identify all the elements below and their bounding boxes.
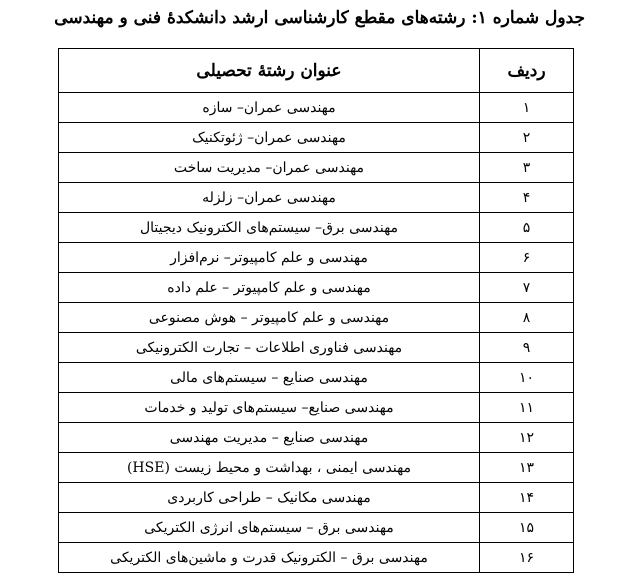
table-row xyxy=(59,183,574,213)
major-title-cell: مهندسی عمران– زلزله xyxy=(59,183,480,213)
table-caption: جدول شماره ۱: رشته‌های مقطع کارشناسی ارشد دانشکدهٔ فنی و مهندسی xyxy=(54,8,585,28)
table-row xyxy=(59,483,574,513)
table-row xyxy=(59,393,574,423)
major-title-cell: مهندسی عمران– ژئوتکنیک xyxy=(59,123,480,153)
row-number-cell: ۶ xyxy=(480,243,574,273)
major-title-cell: مهندسی صنایع– سیستم‌های تولید و خدمات xyxy=(59,393,480,423)
table-row xyxy=(59,303,574,333)
row-number-cell: ۱۳ xyxy=(480,453,574,483)
table-row xyxy=(59,513,574,543)
row-number-cell: ۱ xyxy=(480,93,574,123)
row-number-cell: ۱۵ xyxy=(480,513,574,543)
row-number-cell: ۱۱ xyxy=(480,393,574,423)
major-title-cell: مهندسی و علم کامپیوتر – علم داده xyxy=(59,273,480,303)
table-row xyxy=(59,153,574,183)
table-row xyxy=(59,453,574,483)
major-title-cell: مهندسی صنایع – سیستم‌های مالی xyxy=(59,363,480,393)
major-title-cell: مهندسی عمران– سازه xyxy=(59,93,480,123)
table-row xyxy=(59,543,574,573)
header-row-number: ردیف xyxy=(480,49,574,93)
major-title-cell: مهندسی فناوری اطلاعات – تجارت الکترونیکی xyxy=(59,333,480,363)
major-title-cell: مهندسی و علم کامپیوتر – هوش مصنوعی xyxy=(59,303,480,333)
table-row xyxy=(59,363,574,393)
table-row xyxy=(59,243,574,273)
table-row xyxy=(59,273,574,303)
major-title-cell: مهندسی عمران– مدیریت ساخت xyxy=(59,153,480,183)
majors-table xyxy=(58,48,574,573)
major-title-cell: مهندسی ایمنی ، بهداشت و محیط زیست (HSE) xyxy=(59,453,480,483)
row-number-cell: ۴ xyxy=(480,183,574,213)
row-number-cell: ۱۶ xyxy=(480,543,574,573)
row-number-cell: ۳ xyxy=(480,153,574,183)
major-title-cell: مهندسی مکانیک – طراحی کاربردی xyxy=(59,483,480,513)
row-number-cell: ۹ xyxy=(480,333,574,363)
major-title-cell: مهندسی برق – الکترونیک قدرت و ماشین‌های الکتریکی xyxy=(59,543,480,573)
header-major-title: عنوان رشتهٔ تحصیلی xyxy=(59,49,480,93)
major-title-cell: مهندسی و علم کامپیوتر– نرم‌افزار xyxy=(59,243,480,273)
row-number-cell: ۸ xyxy=(480,303,574,333)
major-title-cell: مهندسی صنایع – مدیریت مهندسی xyxy=(59,423,480,453)
table-row xyxy=(59,423,574,453)
table-row xyxy=(59,333,574,363)
table-row xyxy=(59,123,574,153)
table-row xyxy=(59,93,574,123)
table-row xyxy=(59,213,574,243)
row-number-cell: ۱۰ xyxy=(480,363,574,393)
row-number-cell: ۵ xyxy=(480,213,574,243)
row-number-cell: ۲ xyxy=(480,123,574,153)
row-number-cell: ۱۲ xyxy=(480,423,574,453)
table-header-row xyxy=(59,49,574,93)
row-number-cell: ۷ xyxy=(480,273,574,303)
major-title-cell: مهندسی برق– سیستم‌های الکترونیک دیجیتال xyxy=(59,213,480,243)
major-title-cell: مهندسی برق – سیستم‌های انرژی الکتریکی xyxy=(59,513,480,543)
row-number-cell: ۱۴ xyxy=(480,483,574,513)
